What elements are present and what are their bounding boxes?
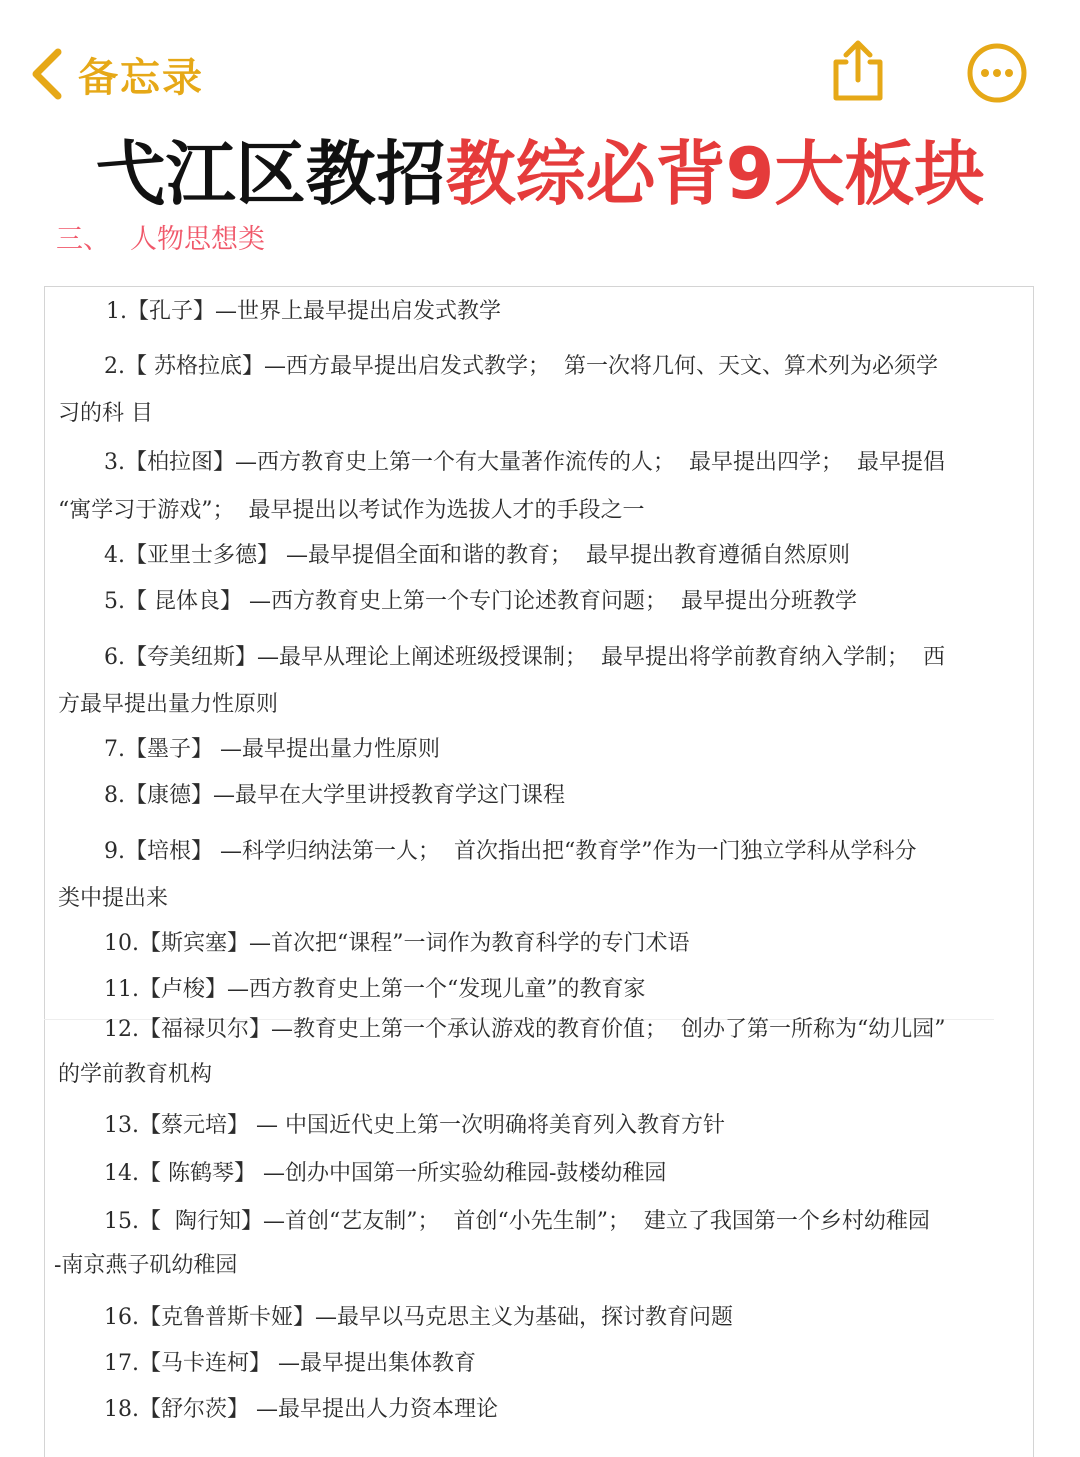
section-number: 三、 xyxy=(56,224,110,255)
back-button[interactable] xyxy=(28,42,204,106)
entry-7: 7.【墨子】 —最早提出量力性原则 xyxy=(104,737,440,762)
share-button[interactable] xyxy=(826,38,890,104)
entry-9: 9.【培根】 —科学归纳法第一人； 首次指出把“教育学”作为一门独立学科从学科分 xyxy=(104,839,917,864)
entry-12: 12.【福禄贝尔】—教育史上第一个承认游戏的教育价值； 创办了第一所称为“幼儿园” xyxy=(104,1017,946,1042)
entry-6-cont: 方最早提出量力性原则 xyxy=(58,692,279,717)
more-button[interactable] xyxy=(966,42,1028,104)
entry-15: 15.【 陶行知】—首创“艺友制”； 首创“小先生制”； 建立了我国第一个乡村幼稚园 xyxy=(104,1209,930,1234)
chevron-left-icon xyxy=(28,46,64,102)
title-part-2: 教综必背9大板块 xyxy=(445,133,985,215)
title-part-1: 弋江区教招 xyxy=(95,133,446,215)
entry-8: 8.【康德】—最早在大学里讲授教育学这门课程 xyxy=(104,783,565,808)
entry-9-cont: 类中提出来 xyxy=(58,886,169,911)
entry-3: 3.【柏拉图】—西方教育史上第一个有大量著作流传的人； 最早提出四学； 最早提倡 xyxy=(104,450,945,475)
entry-10: 10.【斯宾塞】—首次把“课程”一词作为教育科学的专门术语 xyxy=(104,931,690,956)
nav-bar xyxy=(0,0,1080,130)
back-label: 备忘录 xyxy=(78,54,204,101)
entry-5: 5.【 昆体良】 —西方教育史上第一个专门论述教育问题； 最早提出分班教学 xyxy=(104,589,857,614)
entry-12-cont: 的学前教育机构 xyxy=(58,1062,213,1087)
entry-13: 13.【蔡元培】 — 中国近代史上第一次明确将美育列入教育方针 xyxy=(104,1113,725,1138)
entry-3-cont: “寓学习于游戏”； 最早提出以考试作为选拔人才的手段之一 xyxy=(58,498,645,523)
entry-2: 2.【 苏格拉底】—西方最早提出启发式教学； 第一次将几何、天文、算术列为必须学 xyxy=(104,354,938,379)
share-icon xyxy=(826,38,890,104)
page-title xyxy=(0,132,1080,216)
entry-6: 6.【夸美纽斯】—最早从理论上阐述班级授课制； 最早提出将学前教育纳入学制； 西 xyxy=(104,645,945,670)
more-icon xyxy=(966,42,1028,104)
entry-11: 11.【卢梭】—西方教育史上第一个“发现儿童”的教育家 xyxy=(104,977,646,1002)
entry-2-cont: 习的科 目 xyxy=(58,401,153,426)
entry-15-cont: -南京燕子矶幼稚园 xyxy=(54,1253,238,1278)
entry-18: 18.【舒尔茨】 —最早提出人力资本理论 xyxy=(104,1397,498,1422)
entry-14: 14.【 陈鹤琴】 —创办中国第一所实验幼稚园-鼓楼幼稚园 xyxy=(104,1161,667,1186)
entry-1: 1.【孔子】—世界上最早提出启发式教学 xyxy=(106,299,501,324)
section-heading xyxy=(56,220,265,260)
section-label: 人物思想类 xyxy=(130,224,265,255)
entry-4: 4.【亚里士多德】 —最早提倡全面和谐的教育； 最早提出教育遵循自然原则 xyxy=(104,543,850,568)
entry-16: 16.【克鲁普斯卡娅】—最早以马克思主义为基础，探讨教育问题 xyxy=(104,1305,733,1330)
entry-17: 17.【马卡连柯】 —最早提出集体教育 xyxy=(104,1351,476,1376)
